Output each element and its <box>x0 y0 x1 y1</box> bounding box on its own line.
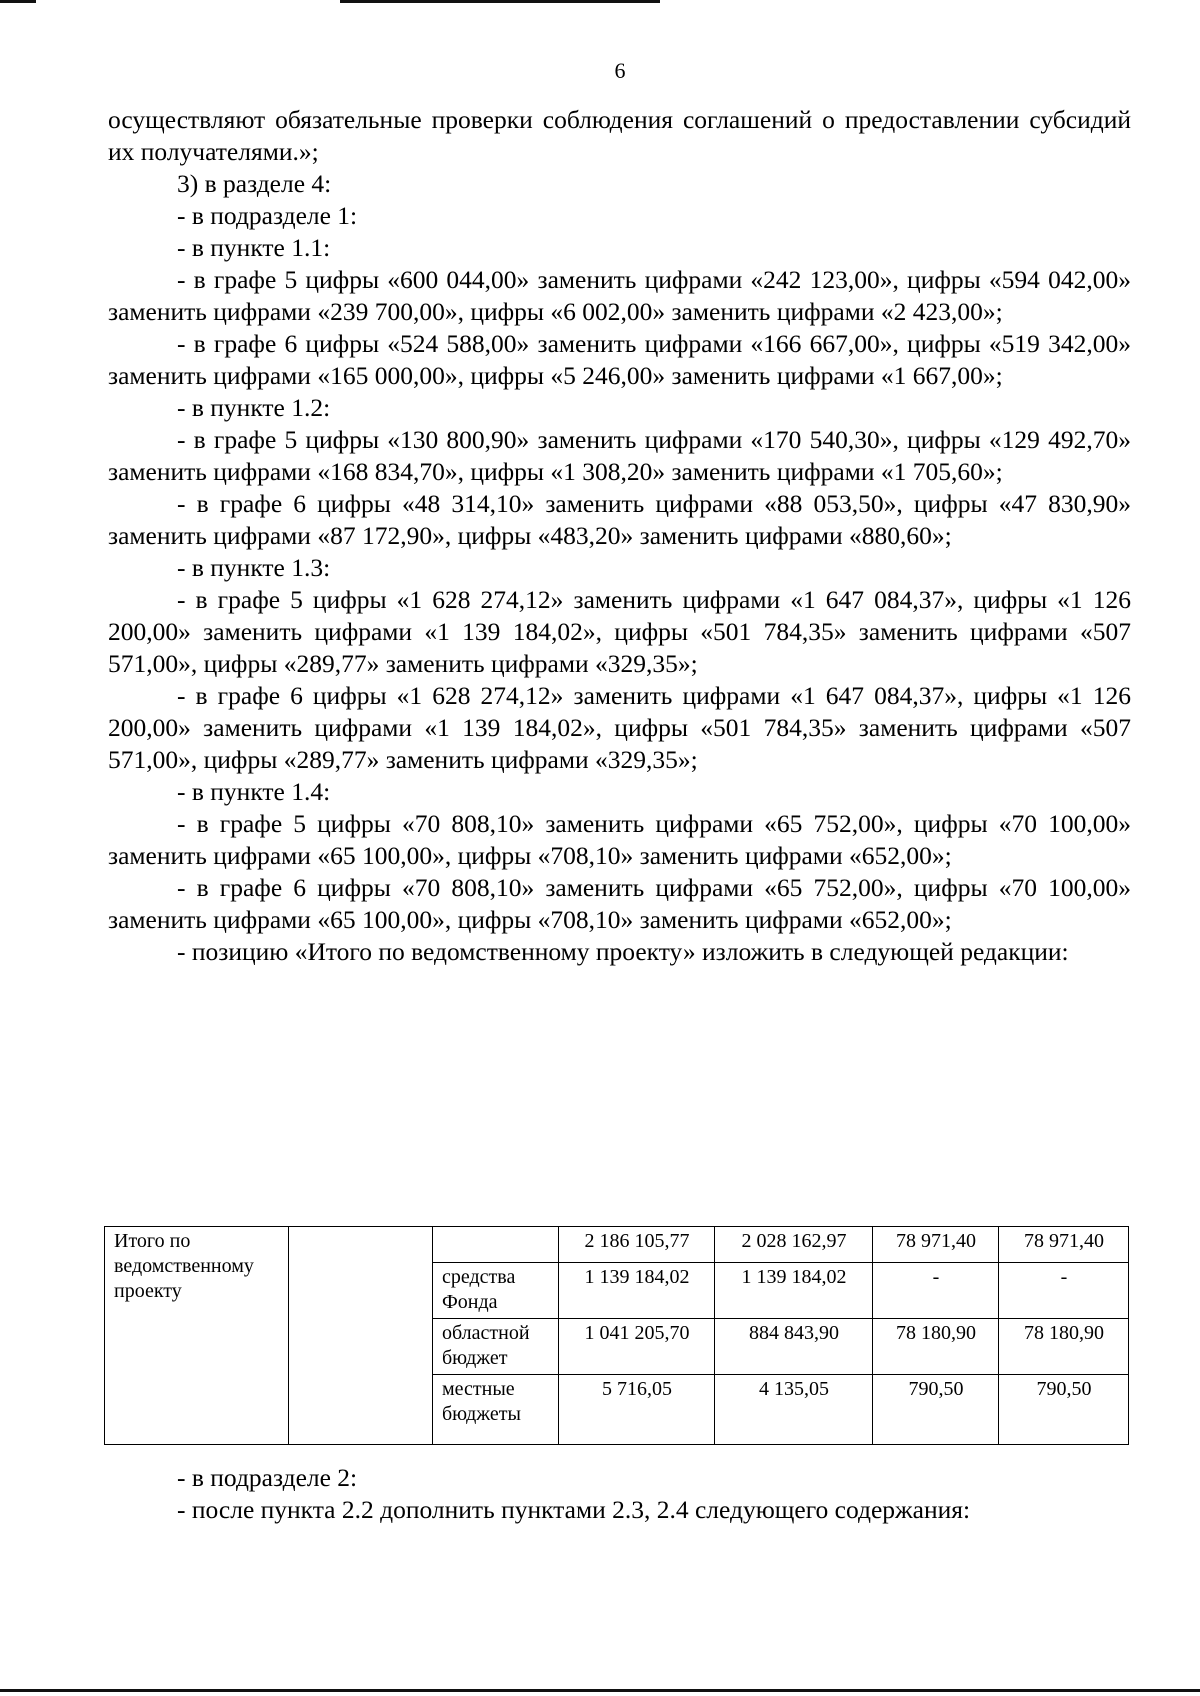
table-value-cell: - <box>873 1263 999 1319</box>
paragraph-amendment: - в графе 5 цифры «130 800,90» заменить цифрами «170 540,30», цифры «129 492,70» заменить цифрами «168 834,70», цифры «1 308,20» заменить цифрами «1 705,60»; <box>108 425 1131 486</box>
table-value-cell: 2 186 105,77 <box>559 1227 715 1263</box>
table-value-cell: 78 180,90 <box>873 1319 999 1375</box>
page-number: 6 <box>614 58 626 83</box>
table-value-cell: 78 180,90 <box>999 1319 1129 1375</box>
paragraph-subsection: - в подразделе 1: <box>177 201 358 230</box>
paragraph-item: - в пункте 1.1: <box>177 233 331 262</box>
table-value-cell: 5 716,05 <box>559 1375 715 1445</box>
table-row <box>105 1227 1129 1263</box>
paragraph-subsection: - в подразделе 2: <box>177 1463 358 1492</box>
table-value-cell: 78 971,40 <box>873 1227 999 1263</box>
paragraph-item: - в пункте 1.2: <box>177 393 331 422</box>
paragraph-amendment: - в графе 6 цифры «524 588,00» заменить цифрами «166 667,00», цифры «519 342,00» заменить цифрами «165 000,00», цифры «5 246,00» заменить цифрами «1 667,00»; <box>108 329 1131 390</box>
table-source-cell <box>433 1227 559 1263</box>
table-value-cell: 2 028 162,97 <box>715 1227 873 1263</box>
paragraph-amendment: - после пункта 2.2 дополнить пунктами 2.3, 2.4 следующего содержания: <box>177 1495 971 1524</box>
scan-edge-mark <box>0 0 36 3</box>
paragraph-amendment: - позицию «Итого по ведомственному проекту» изложить в следующей редакции: <box>177 937 1069 966</box>
table-label-cell: Итого по ведомственному проекту <box>105 1227 289 1445</box>
paragraph-amendment: - в графе 6 цифры «1 628 274,12» заменить цифрами «1 647 084,37», цифры «1 126 200,00» заменить цифрами «1 139 184,02», цифры «501 784,35» заменить цифрами «507 571,00», цифры «289,77» заменить цифрами «329,35»; <box>108 681 1131 774</box>
table-value-cell: 790,50 <box>999 1375 1129 1445</box>
table-source-cell: местные бюджеты <box>433 1375 559 1445</box>
scan-edge-mark <box>0 1689 1200 1692</box>
paragraph-amendment: - в графе 6 цифры «48 314,10» заменить цифрами «88 053,50», цифры «47 830,90» заменить цифрами «87 172,90», цифры «483,20» заменить цифрами «880,60»; <box>108 489 1131 550</box>
table-value-cell: 4 135,05 <box>715 1375 873 1445</box>
paragraph-amendment: - в графе 5 цифры «600 044,00» заменить цифрами «242 123,00», цифры «594 042,00» заменить цифрами «239 700,00», цифры «6 002,00» заменить цифрами «2 423,00»; <box>108 265 1131 326</box>
scan-edge-mark <box>340 0 660 3</box>
paragraph-section-heading: 3) в разделе 4: <box>177 169 332 198</box>
paragraph-amendment: - в графе 6 цифры «70 808,10» заменить цифрами «65 752,00», цифры «70 100,00» заменить цифрами «65 100,00», цифры «708,10» заменить цифрами «652,00»; <box>108 873 1131 934</box>
paragraph-amendment: - в графе 5 цифры «1 628 274,12» заменить цифрами «1 647 084,37», цифры «1 126 200,00» заменить цифрами «1 139 184,02», цифры «501 784,35» заменить цифрами «507 571,00», цифры «289,77» заменить цифрами «329,35»; <box>108 585 1131 678</box>
paragraph-continuation: осуществляют обязательные проверки соблюдения соглашений о предоставлении субсидий их получателями.»; <box>108 105 1131 166</box>
table-source-cell: средства Фонда <box>433 1263 559 1319</box>
table-value-cell: 1 139 184,02 <box>559 1263 715 1319</box>
table-source-cell: областной бюджет <box>433 1319 559 1375</box>
table-value-cell: 884 843,90 <box>715 1319 873 1375</box>
table-empty-cell <box>289 1227 433 1445</box>
document-body <box>108 104 1131 968</box>
table-value-cell: 1 139 184,02 <box>715 1263 873 1319</box>
document-tail <box>108 1462 1131 1526</box>
paragraph-item: - в пункте 1.3: <box>177 553 331 582</box>
paragraph-amendment: - в графе 5 цифры «70 808,10» заменить цифрами «65 752,00», цифры «70 100,00» заменить цифрами «65 100,00», цифры «708,10» заменить цифрами «652,00»; <box>108 809 1131 870</box>
table-value-cell: 78 971,40 <box>999 1227 1129 1263</box>
paragraph-item: - в пункте 1.4: <box>177 777 331 806</box>
table-value-cell: 790,50 <box>873 1375 999 1445</box>
table-value-cell: - <box>999 1263 1129 1319</box>
budget-table <box>104 1226 1129 1445</box>
table-value-cell: 1 041 205,70 <box>559 1319 715 1375</box>
